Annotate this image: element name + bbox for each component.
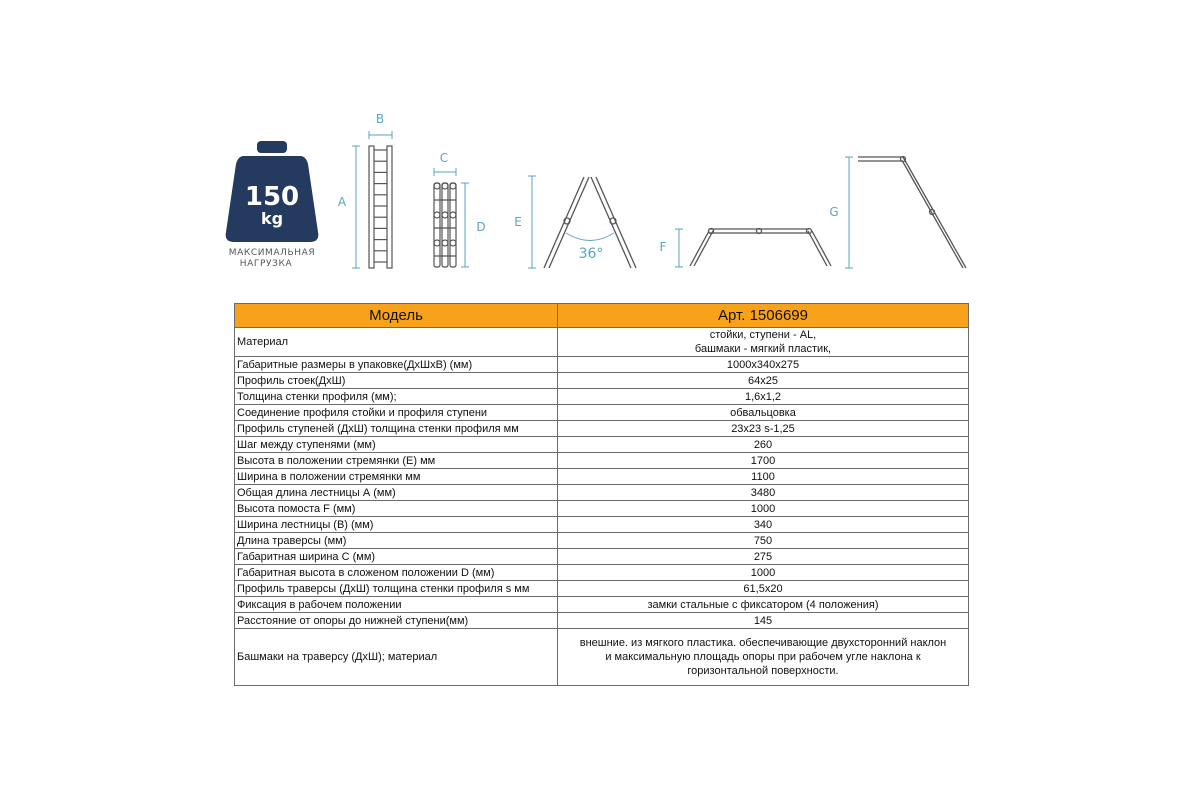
- value-line: 1,6х1,2: [744, 390, 782, 403]
- value-line: 1000х340х275: [726, 358, 800, 371]
- header-model: Модель: [235, 304, 558, 328]
- value-line: 1000: [750, 502, 776, 515]
- platform-ladder: [690, 229, 831, 267]
- value-line: 275: [753, 550, 773, 563]
- value-line: 1100: [751, 470, 775, 483]
- weight-caption-line-2: НАГРУЗКА: [239, 259, 293, 269]
- value-cell: [558, 421, 969, 437]
- label-d: D: [476, 220, 486, 234]
- table-row: [235, 389, 969, 405]
- value-cell: [558, 373, 969, 389]
- table-row: [235, 437, 969, 453]
- value-cell: [558, 389, 969, 405]
- value-line: 64х25: [748, 374, 778, 387]
- param-cell: Фиксация в рабочем положении: [235, 597, 558, 613]
- value-line: горизонтальной поверхности.: [687, 665, 839, 677]
- weight-caption-line-1: МАКСИМАЛЬНАЯ: [228, 248, 316, 258]
- angle-label: 36°: [578, 246, 604, 262]
- value-cell: [558, 629, 969, 686]
- value-line: и максимальную площадь опоры при рабочем угле наклона к: [605, 651, 921, 663]
- value-cell: [558, 565, 969, 581]
- param-cell: Общая длина лестницы А (мм): [235, 485, 558, 501]
- value-cell: [558, 437, 969, 453]
- extended-ladder: [858, 157, 966, 269]
- table-header-row: [235, 304, 969, 328]
- label-f: F: [659, 240, 667, 254]
- value-cell: [558, 533, 969, 549]
- value-cell: [558, 469, 969, 485]
- dimension-c: [434, 168, 456, 176]
- dimension-b: [369, 131, 392, 139]
- label-e: E: [514, 215, 522, 229]
- value-cell: [558, 405, 969, 421]
- param-cell: Ширина лестницы (В) (мм): [235, 517, 558, 533]
- table-row: [235, 485, 969, 501]
- param-cell: Габаритная высота в сложеном положении D (мм): [235, 565, 558, 581]
- value-line: внешние. из мягкого пластика. обеспечивающие двухсторонний наклон: [579, 637, 947, 649]
- spec-table: [234, 303, 969, 686]
- param-cell: Ширина в положении стремянки мм: [235, 469, 558, 485]
- dimension-f: [675, 229, 683, 267]
- straight-ladder: [369, 146, 392, 268]
- value-line: 3480: [750, 486, 776, 499]
- ladder-diagram: [0, 0, 1200, 300]
- value-cell: [558, 485, 969, 501]
- param-cell: Высота помоста F (мм): [235, 501, 558, 517]
- header-article: Арт. 1506699: [558, 304, 969, 328]
- table-row: [235, 613, 969, 629]
- table-row: [235, 501, 969, 517]
- table-row: [235, 629, 969, 686]
- table-row: [235, 357, 969, 373]
- table-row: [235, 469, 969, 485]
- value-cell: [558, 613, 969, 629]
- param-cell: Профиль ступеней (ДхШ) толщина стенки профиля мм: [235, 421, 558, 437]
- param-cell: Башмаки на траверсу (ДхШ); материал: [235, 629, 558, 686]
- value-cell: [558, 453, 969, 469]
- value-cell: [558, 357, 969, 373]
- value-line: 1700: [750, 454, 776, 467]
- table-row: [235, 453, 969, 469]
- value-line: стойки, ступени - AL,: [709, 329, 817, 341]
- label-b: B: [375, 112, 385, 126]
- param-cell: Габаритная ширина С (мм): [235, 549, 558, 565]
- table-row: [235, 597, 969, 613]
- dimension-g: [845, 157, 853, 268]
- param-cell: Соединение профиля стойки и профиля ступени: [235, 405, 558, 421]
- value-line: 23х23 s-1,25: [731, 422, 795, 435]
- param-cell: Шаг между ступенями (мм): [235, 437, 558, 453]
- table-row: [235, 549, 969, 565]
- dimension-a: [352, 146, 360, 268]
- value-line: 145: [753, 614, 773, 627]
- param-cell: Профиль стоек(ДхШ): [235, 373, 558, 389]
- value-line: 340: [753, 518, 773, 531]
- value-cell: [558, 328, 969, 357]
- value-line: 750: [753, 534, 773, 547]
- value-line: 260: [753, 438, 773, 451]
- table-row: [235, 565, 969, 581]
- param-cell: Высота в положении стремянки (Е) мм: [235, 453, 558, 469]
- spec-table-body: [235, 328, 969, 686]
- label-c: C: [439, 151, 449, 165]
- value-cell: [558, 581, 969, 597]
- folded-ladder: [434, 183, 456, 267]
- param-cell: Расстояние от опоры до нижней ступени(мм): [235, 613, 558, 629]
- param-cell: Профиль траверсы (ДхШ) толщина стенки профиля s мм: [235, 581, 558, 597]
- value-cell: [558, 549, 969, 565]
- weight-value: 150: [244, 182, 300, 212]
- param-cell: Габаритные размеры в упаковке(ДхШхВ) (мм): [235, 357, 558, 373]
- dimension-d: [461, 183, 469, 267]
- table-row: [235, 421, 969, 437]
- label-a: A: [337, 195, 347, 209]
- value-line: замки стальные с фиксатором (4 положения): [647, 598, 879, 611]
- value-cell: [558, 517, 969, 533]
- table-row: [235, 517, 969, 533]
- table-row: [235, 373, 969, 389]
- param-cell: Толщина стенки профиля (мм);: [235, 389, 558, 405]
- weight-unit: kg: [260, 209, 284, 228]
- value-line: 61,5х20: [743, 582, 783, 595]
- value-cell: [558, 597, 969, 613]
- label-g: G: [829, 205, 839, 219]
- value-cell: [558, 501, 969, 517]
- value-line: обвальцовка: [730, 406, 796, 419]
- value-line: 1000: [750, 566, 776, 579]
- value-line: башмаки - мягкий пластик,: [694, 343, 832, 355]
- table-row: [235, 533, 969, 549]
- table-row: [235, 581, 969, 597]
- param-cell: Материал: [235, 328, 558, 357]
- table-row: [235, 328, 969, 357]
- table-row: [235, 405, 969, 421]
- param-cell: Длина траверсы (мм): [235, 533, 558, 549]
